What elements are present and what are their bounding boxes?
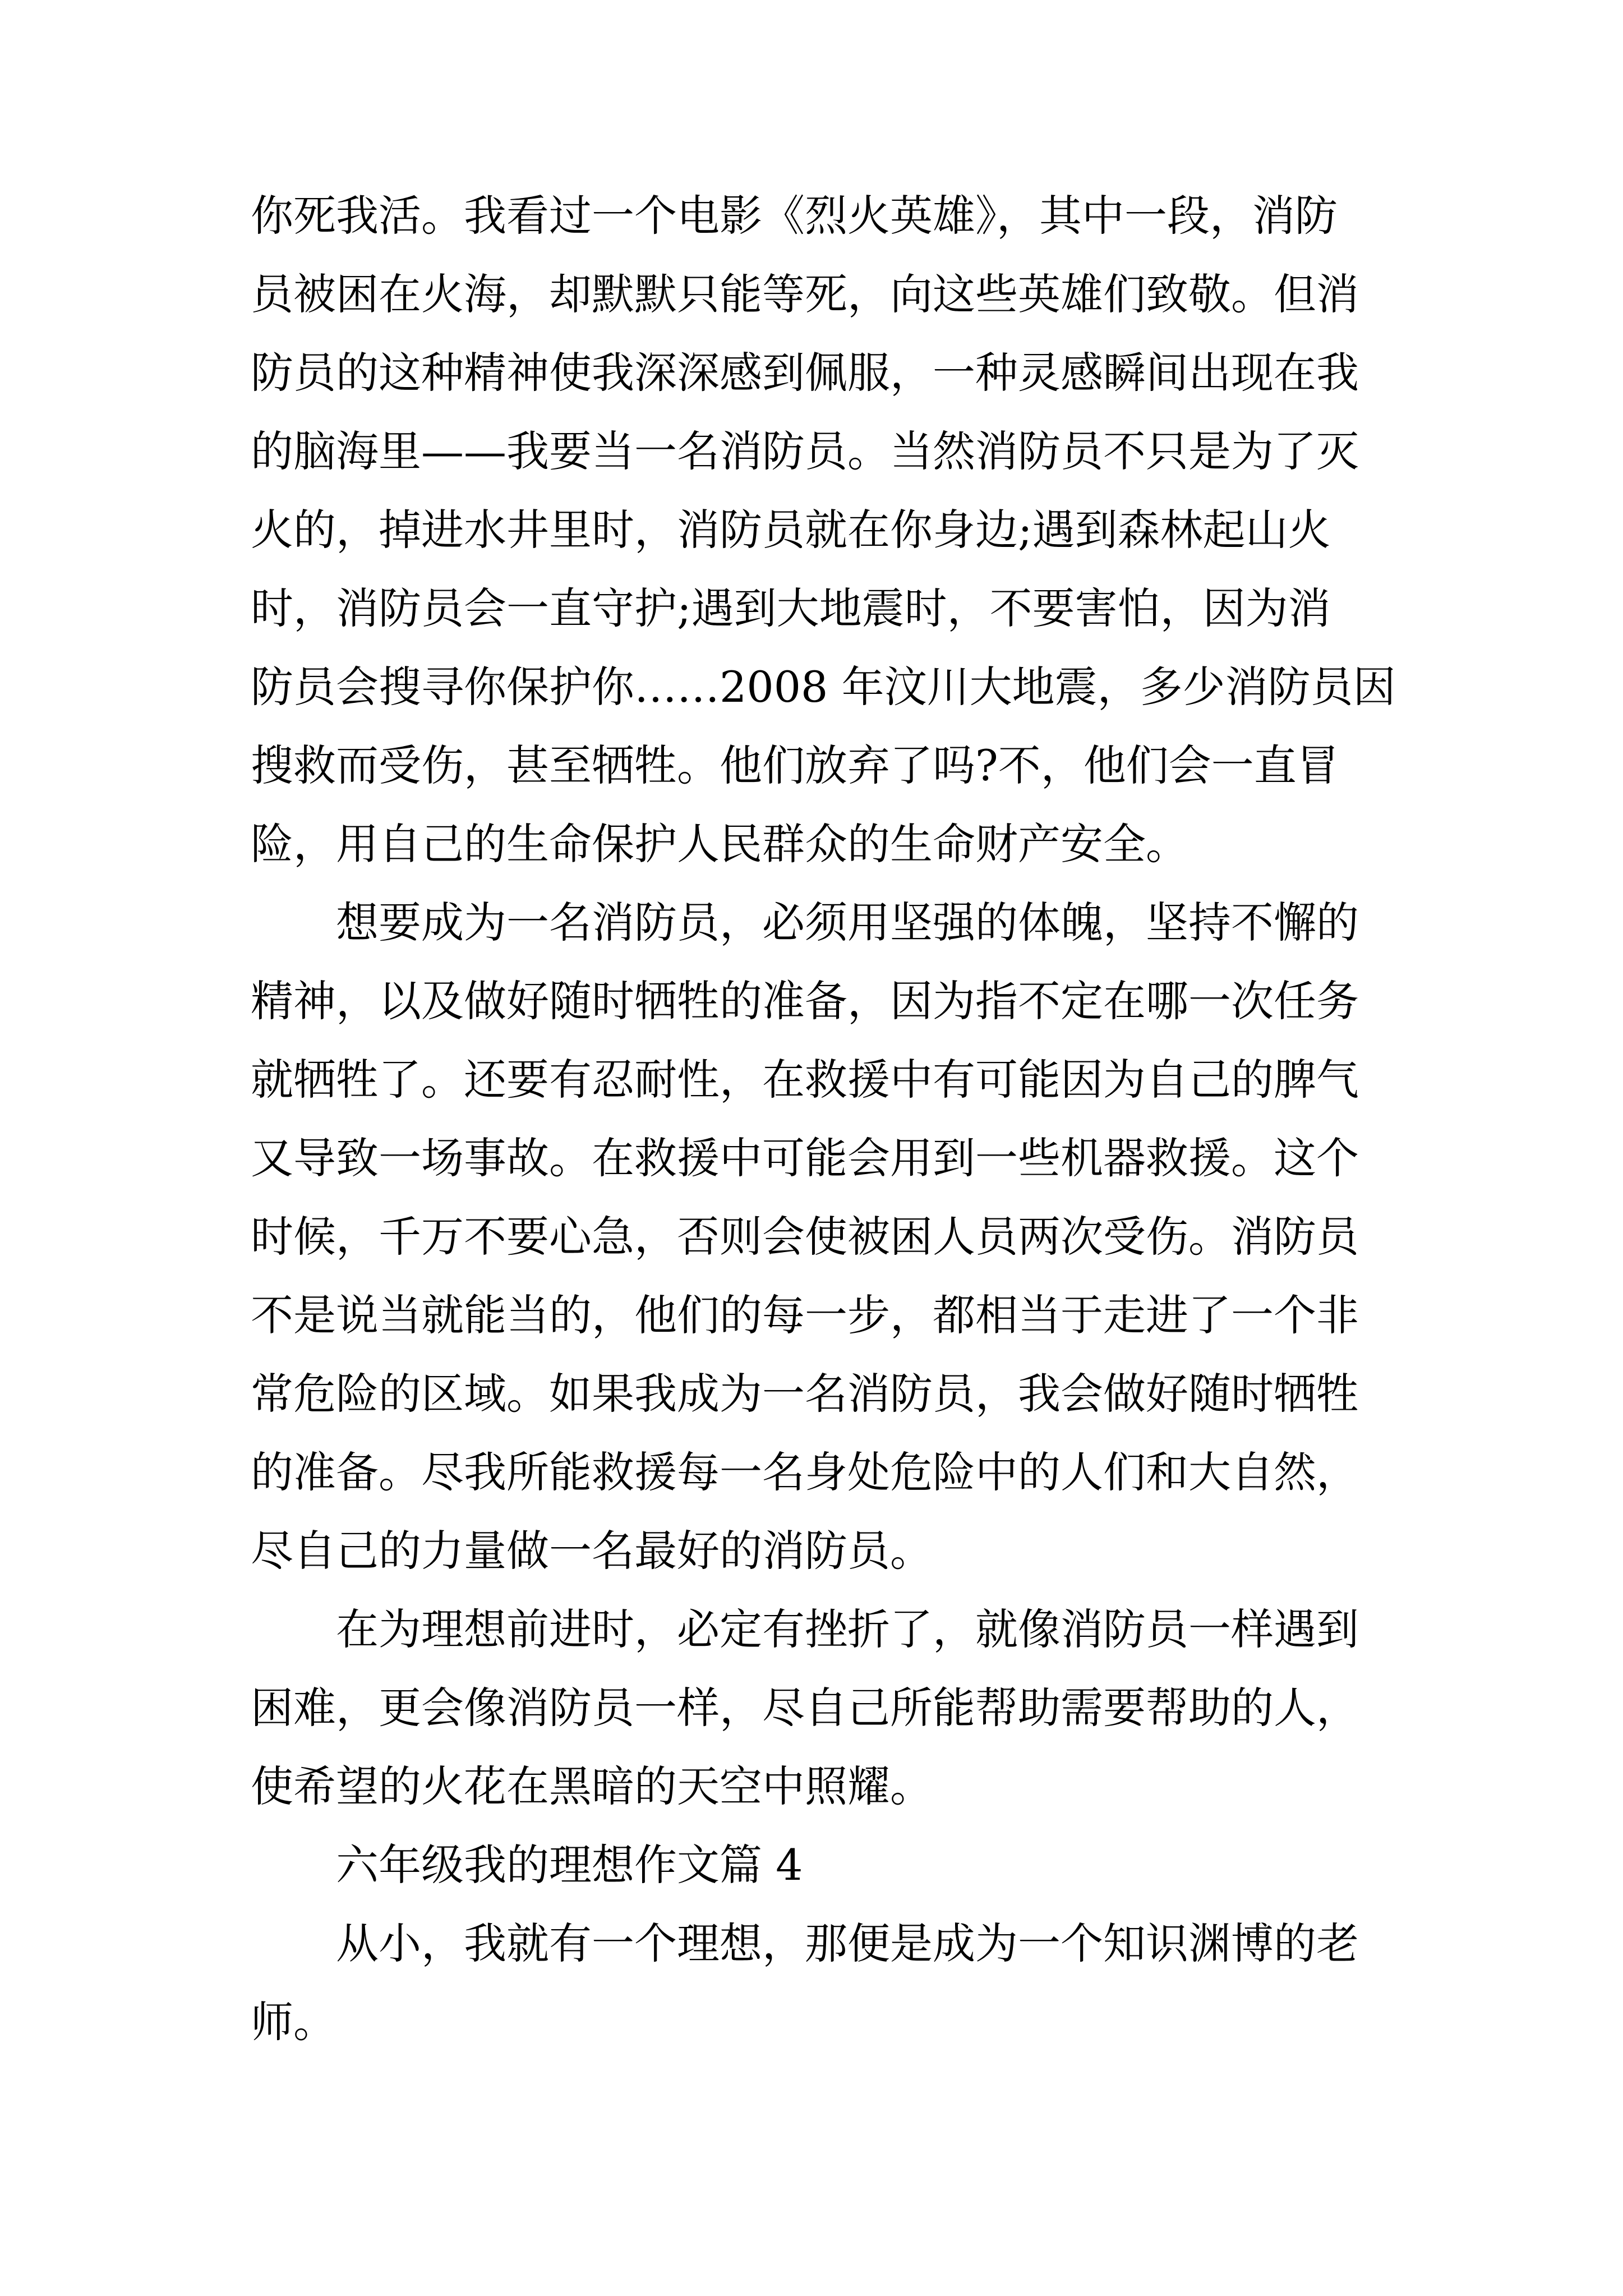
text-line: 师。 — [251, 1997, 336, 2047]
text-line: 又导致一场事故。在救援中可能会用到一些机器救援。这个 — [251, 1133, 1359, 1183]
text-line: 防员的这种精神使我深深感到佩服，一种灵感瞬间出现在我 — [251, 348, 1359, 398]
text-line: 的脑海里——我要当一名消防员。当然消防员不只是为了灭 — [251, 426, 1359, 476]
text-line: 火的，掉进水井里时，消防员就在你身边;遇到森林起山火 — [251, 505, 1331, 555]
text-line: 时候，千万不要心急，否则会使被困人员两次受伤。消防员 — [251, 1212, 1359, 1262]
text-line: 险，用自己的生命保护人民群众的生命财产安全。 — [251, 819, 1188, 869]
text-line: 不是说当就能当的，他们的每一步，都相当于走进了一个非 — [251, 1290, 1359, 1340]
text-line: 尽自己的力量做一名最好的消防员。 — [251, 1526, 933, 1576]
text-line: 精神，以及做好随时牺牲的准备，因为指不定在哪一次任务 — [251, 976, 1359, 1026]
text-line: 常危险的区域。如果我成为一名消防员，我会做好随时牺牲 — [251, 1369, 1359, 1419]
text-line: 时，消防员会一直守护;遇到大地震时，不要害怕，因为消 — [251, 583, 1331, 633]
text-line: 你死我活。我看过一个电影《烈火英雄》，其中一段，消防 — [251, 191, 1338, 241]
text-line: 防员会搜寻你保护你……2008 年汶川大地震，多少消防员因 — [251, 662, 1396, 712]
document-body — [251, 177, 1400, 2062]
text-line: 使希望的火花在黑暗的天空中照耀。 — [251, 1761, 933, 1811]
text-line: 员被困在火海，却默默只能等死，向这些英雄们致敬。但消 — [251, 269, 1359, 319]
section-heading: 六年级我的理想作文篇 4 — [336, 1840, 803, 1890]
text-line: 搜救而受伤，甚至牺牲。他们放弃了吗?不，他们会一直冒 — [251, 740, 1339, 790]
text-line: 的准备。尽我所能救援每一名身处危险中的人们和大自然， — [251, 1447, 1359, 1497]
paragraph-first-line: 从小，我就有一个理想，那便是成为一个知识渊博的老 — [336, 1918, 1359, 1968]
text-line: 困难，更会像消防员一样，尽自己所能帮助需要帮助的人， — [251, 1683, 1359, 1733]
paragraph-first-line: 在为理想前进时，必定有挫折了，就像消防员一样遇到 — [336, 1604, 1359, 1654]
text-line: 就牺牲了。还要有忍耐性，在救援中有可能因为自己的脾气 — [251, 1055, 1359, 1105]
paragraph-first-line: 想要成为一名消防员，必须用坚强的体魄，坚持不懈的 — [336, 898, 1359, 947]
